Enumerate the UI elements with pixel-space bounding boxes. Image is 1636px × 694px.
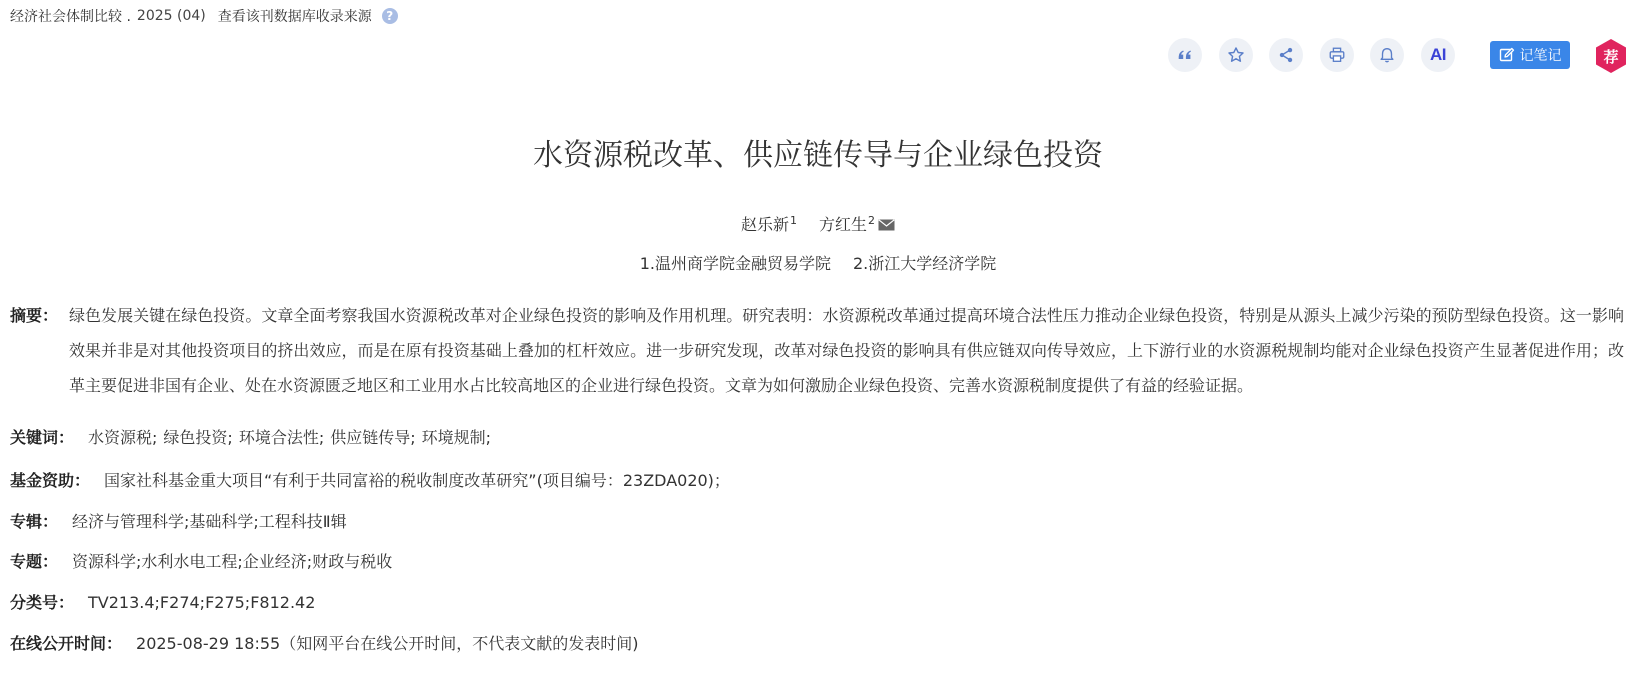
page-title: 水资源税改革、供应链传导与企业绿色投资 — [533, 138, 1103, 173]
online-time-row — [10, 632, 638, 656]
share-button[interactable] — [1269, 38, 1303, 72]
take-note-button[interactable] — [1490, 41, 1570, 69]
keyword-link[interactable]: 环境合法性; — [238, 428, 325, 447]
online-time-value: 2025-08-29 18:55（知网平台在线公开时间，不代表文献的发表时间) — [136, 634, 639, 653]
keyword-link[interactable]: 绿色投资; — [163, 428, 233, 447]
star-icon — [1227, 46, 1245, 64]
fund-label: 基金资助： — [10, 471, 91, 490]
bell-icon — [1378, 46, 1396, 64]
classification-label: 分类号： — [10, 593, 75, 612]
keyword-link[interactable]: 环境规制; — [421, 428, 492, 447]
ai-button[interactable] — [1421, 38, 1455, 72]
recommend-badge[interactable] — [1594, 38, 1628, 74]
cite-button[interactable] — [1168, 38, 1202, 72]
topic-value: 资源科学;水利水电工程;企业经济;财政与税收 — [72, 552, 393, 571]
quote-icon — [1176, 46, 1194, 64]
series-label: 专辑： — [10, 512, 59, 531]
author-link[interactable] — [819, 215, 875, 234]
series-value: 经济与管理科学;基础科学;工程科技Ⅱ辑 — [72, 512, 347, 531]
abstract-section — [10, 298, 1624, 403]
pencil-icon — [1499, 47, 1515, 63]
abstract-text: 绿色发展关键在绿色投资。文章全面考察我国水资源税改革对企业绿色投资的影响及作用机理。研究表明：水资源税改革通过提高环境合法性压力推动企业绿色投资，特别是从源头上减少污染的预防型绿色投资。这一影响效果并非是对其他投资项目的挤出效应，而是在原有投资基础上叠加的杠杆效应。进一步研究发现，改革对绿色投资的影响具有供应链双向传导效应，上下游行业的水资源税规制均能对企业绿色投资产生显著促进作用；改革主要促进非国有企业、处在水资源匮乏地区和工业用水占比较高地区的企业进行绿色投资。文章为如何激励企业绿色投资、完善水资源税制度提供了有益的经验证据。 — [69, 306, 1624, 395]
keywords-row — [10, 426, 491, 450]
online-time-label: 在线公开时间： — [10, 634, 123, 653]
keywords-label: 关键词： — [10, 428, 75, 447]
organization-link[interactable]: 2.浙江大学经济学院 — [853, 254, 997, 273]
organization-list — [0, 251, 1636, 274]
keyword-link[interactable]: 供应链传导; — [330, 428, 416, 447]
author-list — [0, 212, 1636, 235]
take-note-label: 记笔记 — [1519, 48, 1562, 64]
recommend-label: 荐 — [1603, 47, 1619, 66]
fund-link[interactable]: 国家社科基金重大项目“有利于共同富裕的税收制度改革研究”(项目编号：23ZDA020)； — [104, 471, 730, 490]
print-button[interactable] — [1320, 38, 1354, 72]
source-bar — [10, 5, 398, 27]
favorite-button[interactable] — [1219, 38, 1253, 72]
classification-row — [10, 591, 315, 615]
topic-label: 专题： — [10, 552, 59, 571]
series-row — [10, 510, 347, 534]
help-icon[interactable]: ? — [382, 8, 398, 24]
keyword-link[interactable]: 水资源税; — [88, 428, 158, 447]
author-name: 方红生 — [819, 215, 868, 234]
mail-icon[interactable] — [878, 219, 895, 231]
journal-link[interactable]: 经济社会体制比较 . — [10, 9, 131, 25]
author-link[interactable] — [741, 215, 797, 234]
issue-link[interactable]: 2025 (04) — [136, 8, 206, 24]
classification-value: TV213.4;F274;F275;F812.42 — [88, 593, 316, 612]
print-icon — [1328, 46, 1346, 64]
abstract-label: 摘要： — [10, 306, 59, 325]
share-icon — [1277, 46, 1295, 64]
ai-icon: AI — [1430, 45, 1446, 64]
organization-link[interactable]: 1.温州商学院金融贸易学院 — [639, 254, 831, 273]
author-name: 赵乐新 — [740, 215, 789, 234]
fund-row — [10, 469, 730, 493]
database-source-link[interactable]: 查看该刊数据库收录来源 — [217, 9, 372, 25]
author-affiliation-index: 1 — [790, 213, 797, 227]
author-affiliation-index: 2 — [868, 213, 876, 227]
topic-row — [10, 550, 392, 574]
subscribe-button[interactable] — [1370, 38, 1404, 72]
